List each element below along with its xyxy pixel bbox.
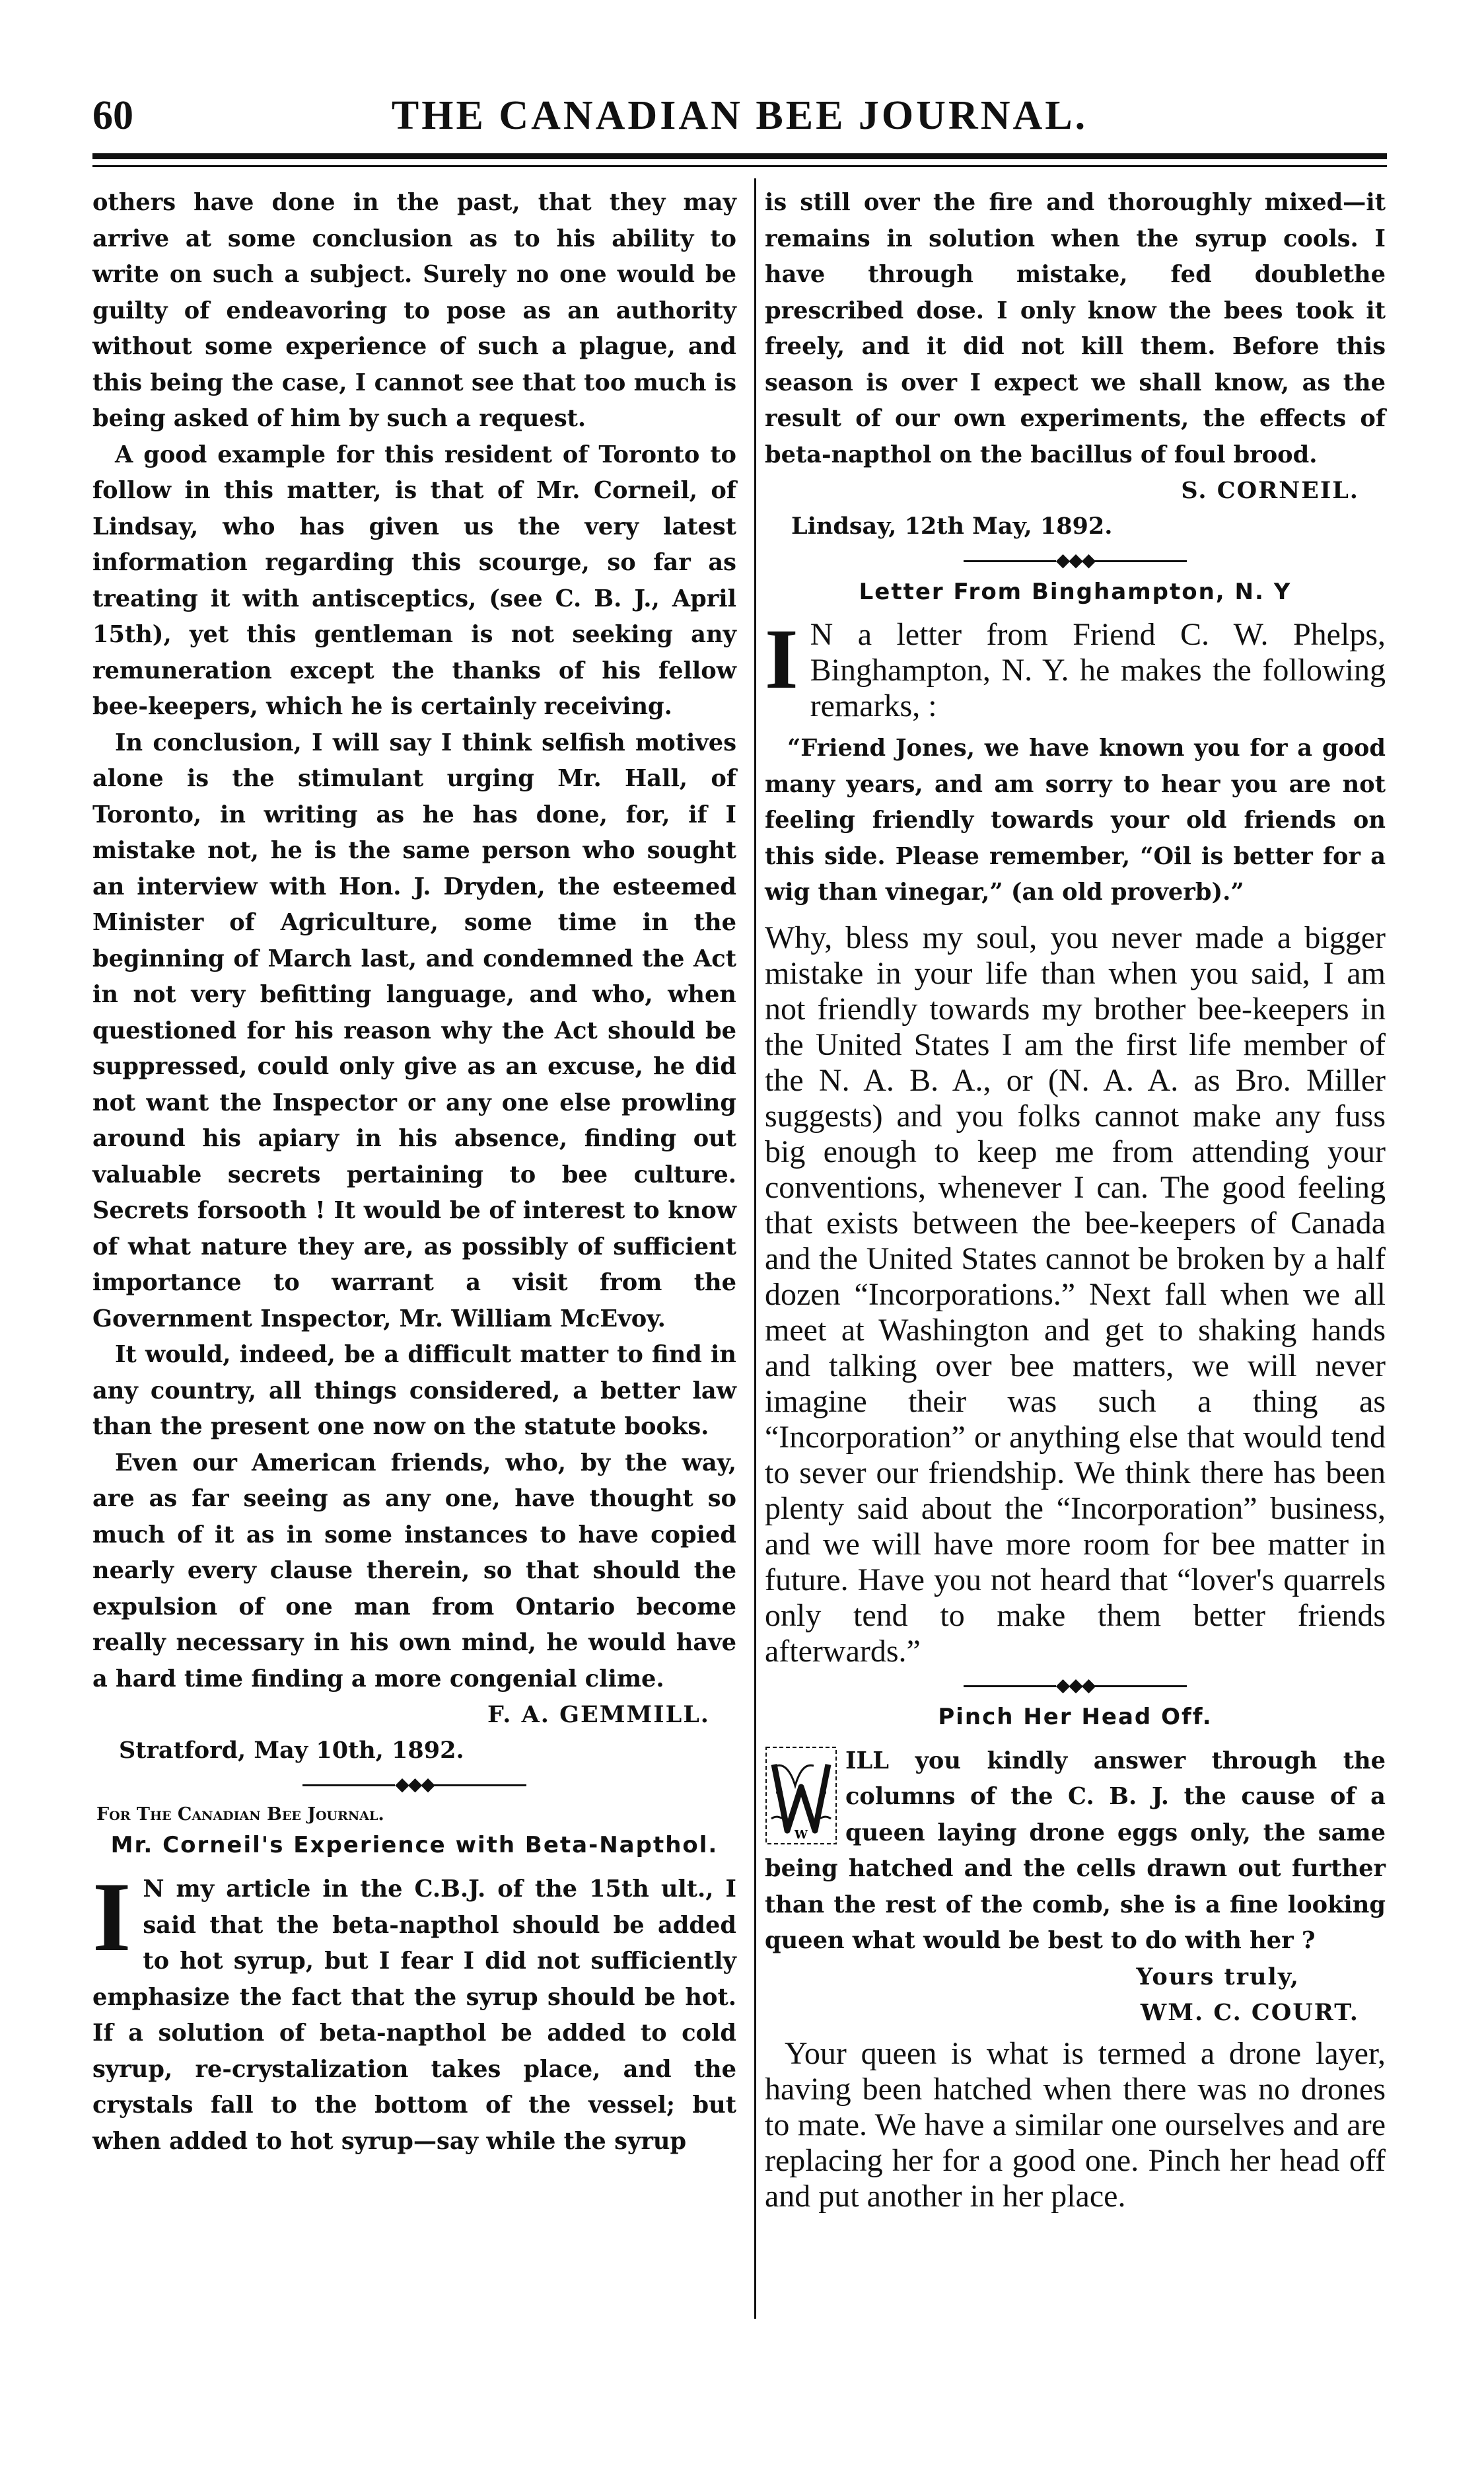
article-dateline-lindsay: Lindsay, 12th May, 1892.	[791, 513, 1113, 540]
section-ornament: ◆◆◆	[765, 1675, 1386, 1696]
beta-napthol-paragraph: N my article in the C.B.J. of the 15th ult., I said that the beta-napthol should be added to hot syrup, but I fear I did not sufficiently emphasize the fact that the syrup should be hot. If a solution of beta-napthol be added to cold syrup, re-crystalization takes place, and the crystals fall to the bottom of the vessel; but when added to hot syrup—say while the syrup	[92, 1875, 736, 2155]
pinch-closing: Yours truly,	[1136, 1963, 1300, 1990]
page-number: 60	[92, 93, 133, 138]
section-ornament: ◆◆◆	[765, 550, 1386, 571]
pinch-answer: Your queen is what is termed a drone layer, having been hatched when there was no drones to mate. We have a similar one ourselves and are replacing her for a good one. Pinch her head off and put another in her place.	[765, 2035, 1386, 2214]
journal-title: THE CANADIAN BEE JOURNAL.	[391, 93, 1088, 138]
ornate-dropcap-w	[765, 1746, 837, 1845]
beta-napthol-continuation: is still over the fire and thoroughly mixed—it remains in solution when the syrup cools. I have through mistake, fed doublethe prescribed dose. I only know the bees took it freely, and it did not kill them. Before this season is over I expect we shall know, as the result of our own experiments, the effects of beta-napthol on the bacillus of foul brood.	[765, 189, 1386, 468]
header-rule-thin	[92, 165, 1387, 167]
ornate-dropcap-letter: W	[794, 1827, 808, 1842]
page-header	[92, 92, 1387, 152]
letter-reply: Why, bless my soul, you never made a bigger mistake in your life than when you said, I am not friendly towards my brother bee-keepers in the United States I am the first life member of the N. A. B. A., or (N. A. A. as Bro. Miller suggests) and you folks cannot make any fuss big enough to keep me from attending your conventions, whenever I can. The good feeling that exists between the bee-keepers of Canada and the United States cannot be broken by a half dozen “Incorporations.” Next fall when we all meet at Washington and get to shaking hands and talking over bee matters, we will never imagine their was such a thing as “Incorporation” or anything else that would tend to sever our friendship. We think there has been plenty said about the “Incorporation” business, and we will have more room for bee matter in future. Have you not heard that “lover's quarrels only tend to make them better friends afterwards.”	[765, 920, 1386, 1669]
pinch-signature: WM. C. COURT.	[1140, 1998, 1359, 2026]
article-signature-gemmill: F. A. GEMMILL.	[487, 1701, 710, 1728]
article-dateline-stratford: Stratford, May 10th, 1892.	[119, 1737, 464, 1764]
pinch-question: ILL you kindly answer through the columns of the C. B. J. the cause of a queen laying drone eggs only, the same being hatched and the cells drawn out further than the rest of the comb, she is a fine looking queen what would be best to do with her ?	[765, 1747, 1386, 1954]
letter-intro: N a letter from Friend C. W. Phelps, Binghampton, N. Y. he makes the following remarks, :	[810, 617, 1386, 723]
letter-quote: “Friend Jones, we have known you for a good many years, and am sorry to hear you are not feeling friendly towards your old friends on this side. Please remember, “Oil is better for a wig than vinegar,” (an old proverb).”	[765, 735, 1386, 906]
article-heading-binghampton: Letter From Binghampton, N. Y	[859, 579, 1292, 605]
dropcap-letter: I	[92, 1862, 131, 1972]
article-heading-pinch: Pinch Her Head Off.	[938, 1703, 1213, 1730]
left-paragraph-4: It would, indeed, be a difficult matter to find in any country, all things considered, a better law than the present one now on the statute books.	[92, 1341, 736, 1440]
left-column	[92, 185, 736, 2160]
column-divider	[754, 178, 756, 2319]
dropcap-letter: I	[765, 612, 798, 707]
left-paragraph-1: others have done in the past, that they may arrive at some conclusion as to his ability to write on such a subject. Surely no one would be guilty of endeavoring to pose as an authority without some experience of such a plague, and this being the case, I cannot see that too much is being asked of him by such a request.	[92, 189, 736, 432]
left-paragraph-5: Even our American friends, who, by the way, are as far seeing as any one, have thought so much of it as in some instances to have copied nearly every clause therein, so that should the expulsion of one man from Ontario become really necessary in his own mind, he would have a hard time finding a more congenial clime.	[92, 1449, 736, 1692]
article-signature-corneil: S. CORNEIL.	[1181, 477, 1359, 504]
article-credit: For The Canadian Bee Journal.	[96, 1804, 384, 1825]
right-column	[765, 185, 1386, 2214]
section-ornament: ◆◆◆	[92, 1774, 736, 1795]
left-paragraph-2: A good example for this resident of Toronto to follow in this matter, is that of Mr. Corneil, of Lindsay, who has given us the very latest information regarding this scourge, so far as treating it with antisceptics, (see C. B. J., April 15th), yet this gentleman is not seeking any remuneration except the thanks of his fellow bee-keepers, which he is certainly receiving.	[92, 441, 736, 720]
header-rule-thick	[92, 153, 1387, 159]
article-heading-beta-napthol: Mr. Corneil's Experience with Beta-Napthol.	[110, 1832, 719, 1858]
left-paragraph-3: In conclusion, I will say I think selfish motives alone is the stimulant urging Mr. Hall, of Toronto, in writing as he has done, for, if I mistake not, he is the same person who sought an interview with Hon. J. Dryden, the esteemed Minister of Agriculture, some time in the beginning of March last, and condemned the Act in not very befitting language, and who, when questioned for his reason why the Act should be suppressed, could only give as an excuse, he did not want the Inspector or any one else prowling around his apiary in his absence, finding out valuable secrets pertaining to bee culture. Secrets forsooth ! It would be of interest to know of what nature they are, as possibly of sufficient importance to warrant a visit from the Government Inspector, Mr. William McEvoy.	[92, 729, 736, 1332]
